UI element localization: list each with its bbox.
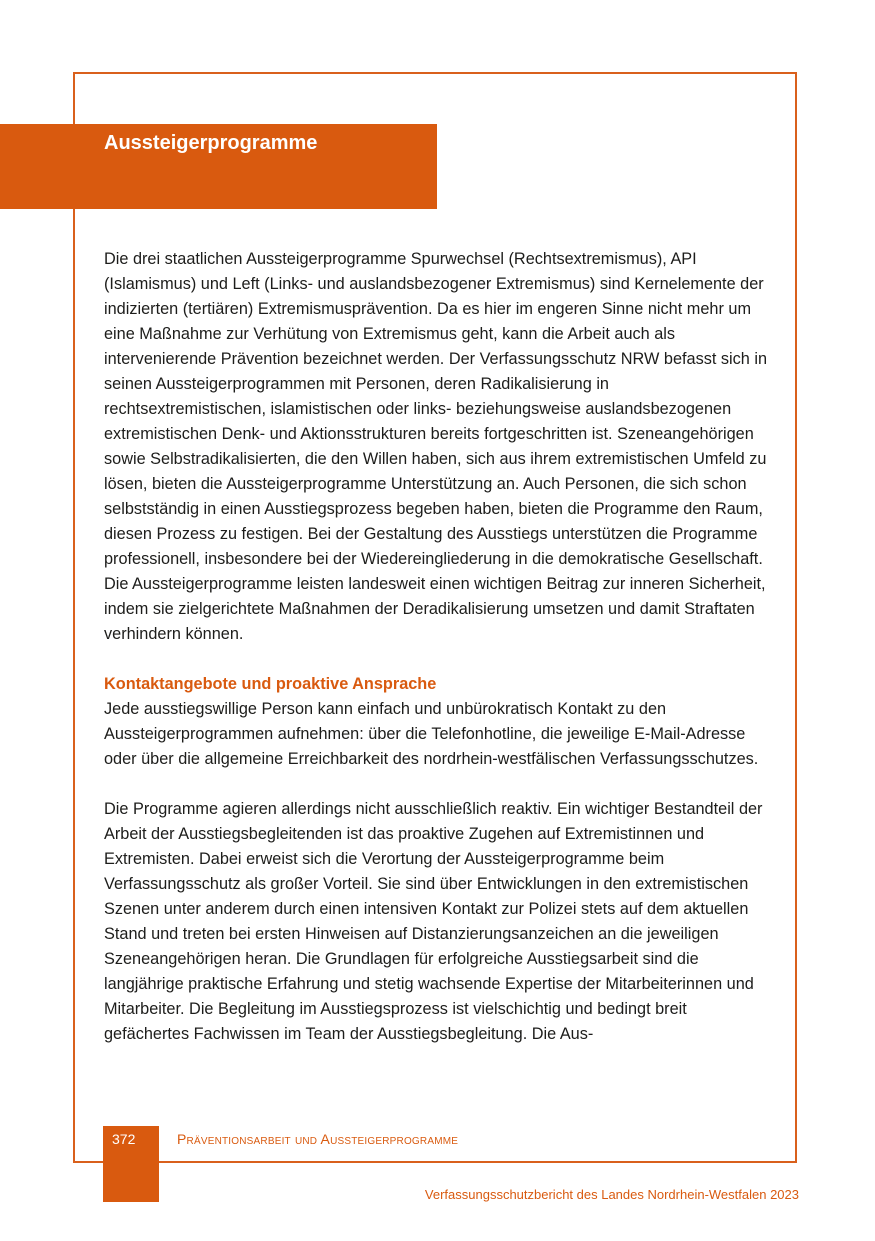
subheading: Kontaktangebote und proaktive Ansprache (104, 675, 437, 693)
paragraph-gap (104, 772, 770, 797)
footer-text: Verfassungsschutzbericht des Landes Nordrhein-Westfalen 2023 (424, 1187, 799, 1202)
paragraph-intro: Die drei staatlichen Aussteigerprogramme Spurwechsel (Rechtsextremismus), API (Islamismus) und Left (Links- und auslandsbezogener Extremismus) sind Kernelemente der indizierten (tertiären) Extremismusprävention. Da es hier im engeren Sinne nicht mehr um eine Maßnahme zur Verhütung von Extremismus geht, kann die Arbeit auch als intervenierende Prävention bezeichnet werden. Der Verfassungsschutz NRW befasst sich in seinen Aussteigerprogrammen mit Personen, deren Radikalisierung in rechtsextremistischen, islamistischen oder links- beziehungsweise auslandsbezogenen extremistischen Denk- und Aktionsstrukturen bereits fortgeschritten ist. Szeneangehörigen sowie Selbstradikalisierten, die den Willen haben, sich aus ihrem extremistischen Umfeld zu lösen, bieten die Aussteigerprogramme Unterstützung an. Auch Personen, die sich schon selbstständig in einen Ausstiegsprozess begeben haben, bieten die Programme den Raum, diesen Prozess zu festigen. Bei der Gestaltung des Ausstiegs unterstützen die Programme professionell, insbesondere bei der Wiedereingliederung in die demokratische Gesellschaft. Die Aussteigerprogramme leisten landesweit einen wichtigen Beitrag zur inneren Sicherheit, indem sie zielgerichtete Maßnahmen der Deradikalisierung umsetzen und damit Straftaten verhindern können. (104, 250, 768, 643)
section-title: Aussteigerprogramme (104, 132, 318, 154)
paragraph-proactive: Die Programme agieren allerdings nicht ausschließlich reaktiv. Ein wichtiger Bestandteil der Arbeit der Ausstiegsbegleitenden ist das proaktive Zugehen auf Extremistinnen und Extremisten. Dabei erweist sich die Verortung der Aussteigerprogramme beim Verfassungsschutz als großer Vorteil. Sie sind über Entwicklungen in den extremistischen Szenen unter anderem durch einen intensiven Kontakt zur Polizei stets auf dem aktuellen Stand und treten bei ersten Hinweisen auf Distanzierungsanzeichen an die jeweiligen Szeneangehörigen heran. Die Grundlagen für erfolgreiche Ausstiegsarbeit sind die langjährige praktische Erfahrung und stetig wachsende Expertise der Mitarbeiterinnen und Mitarbeiter. Die Begleitung im Ausstiegsprozess ist vielschichtig und bedingt breit gefächertes Fachwissen im Team der Ausstiegsbegleitung. Die Aus- (104, 800, 763, 1043)
page-number: 372 (112, 1131, 136, 1147)
chapter-title: Präventionsarbeit und Aussteigerprogramme (177, 1131, 459, 1147)
paragraph-gap (104, 647, 770, 672)
main-content (104, 247, 770, 1047)
paragraph-contact: Jede ausstiegswillige Person kann einfach und unbürokratisch Kontakt zu den Aussteigerprogrammen aufnehmen: über die Telefonhotline, die jeweilige E-Mail-Adresse oder über die allgemeine Erreichbarkeit des nordrhein-westfälischen Verfassungsschutzes. (104, 700, 759, 768)
